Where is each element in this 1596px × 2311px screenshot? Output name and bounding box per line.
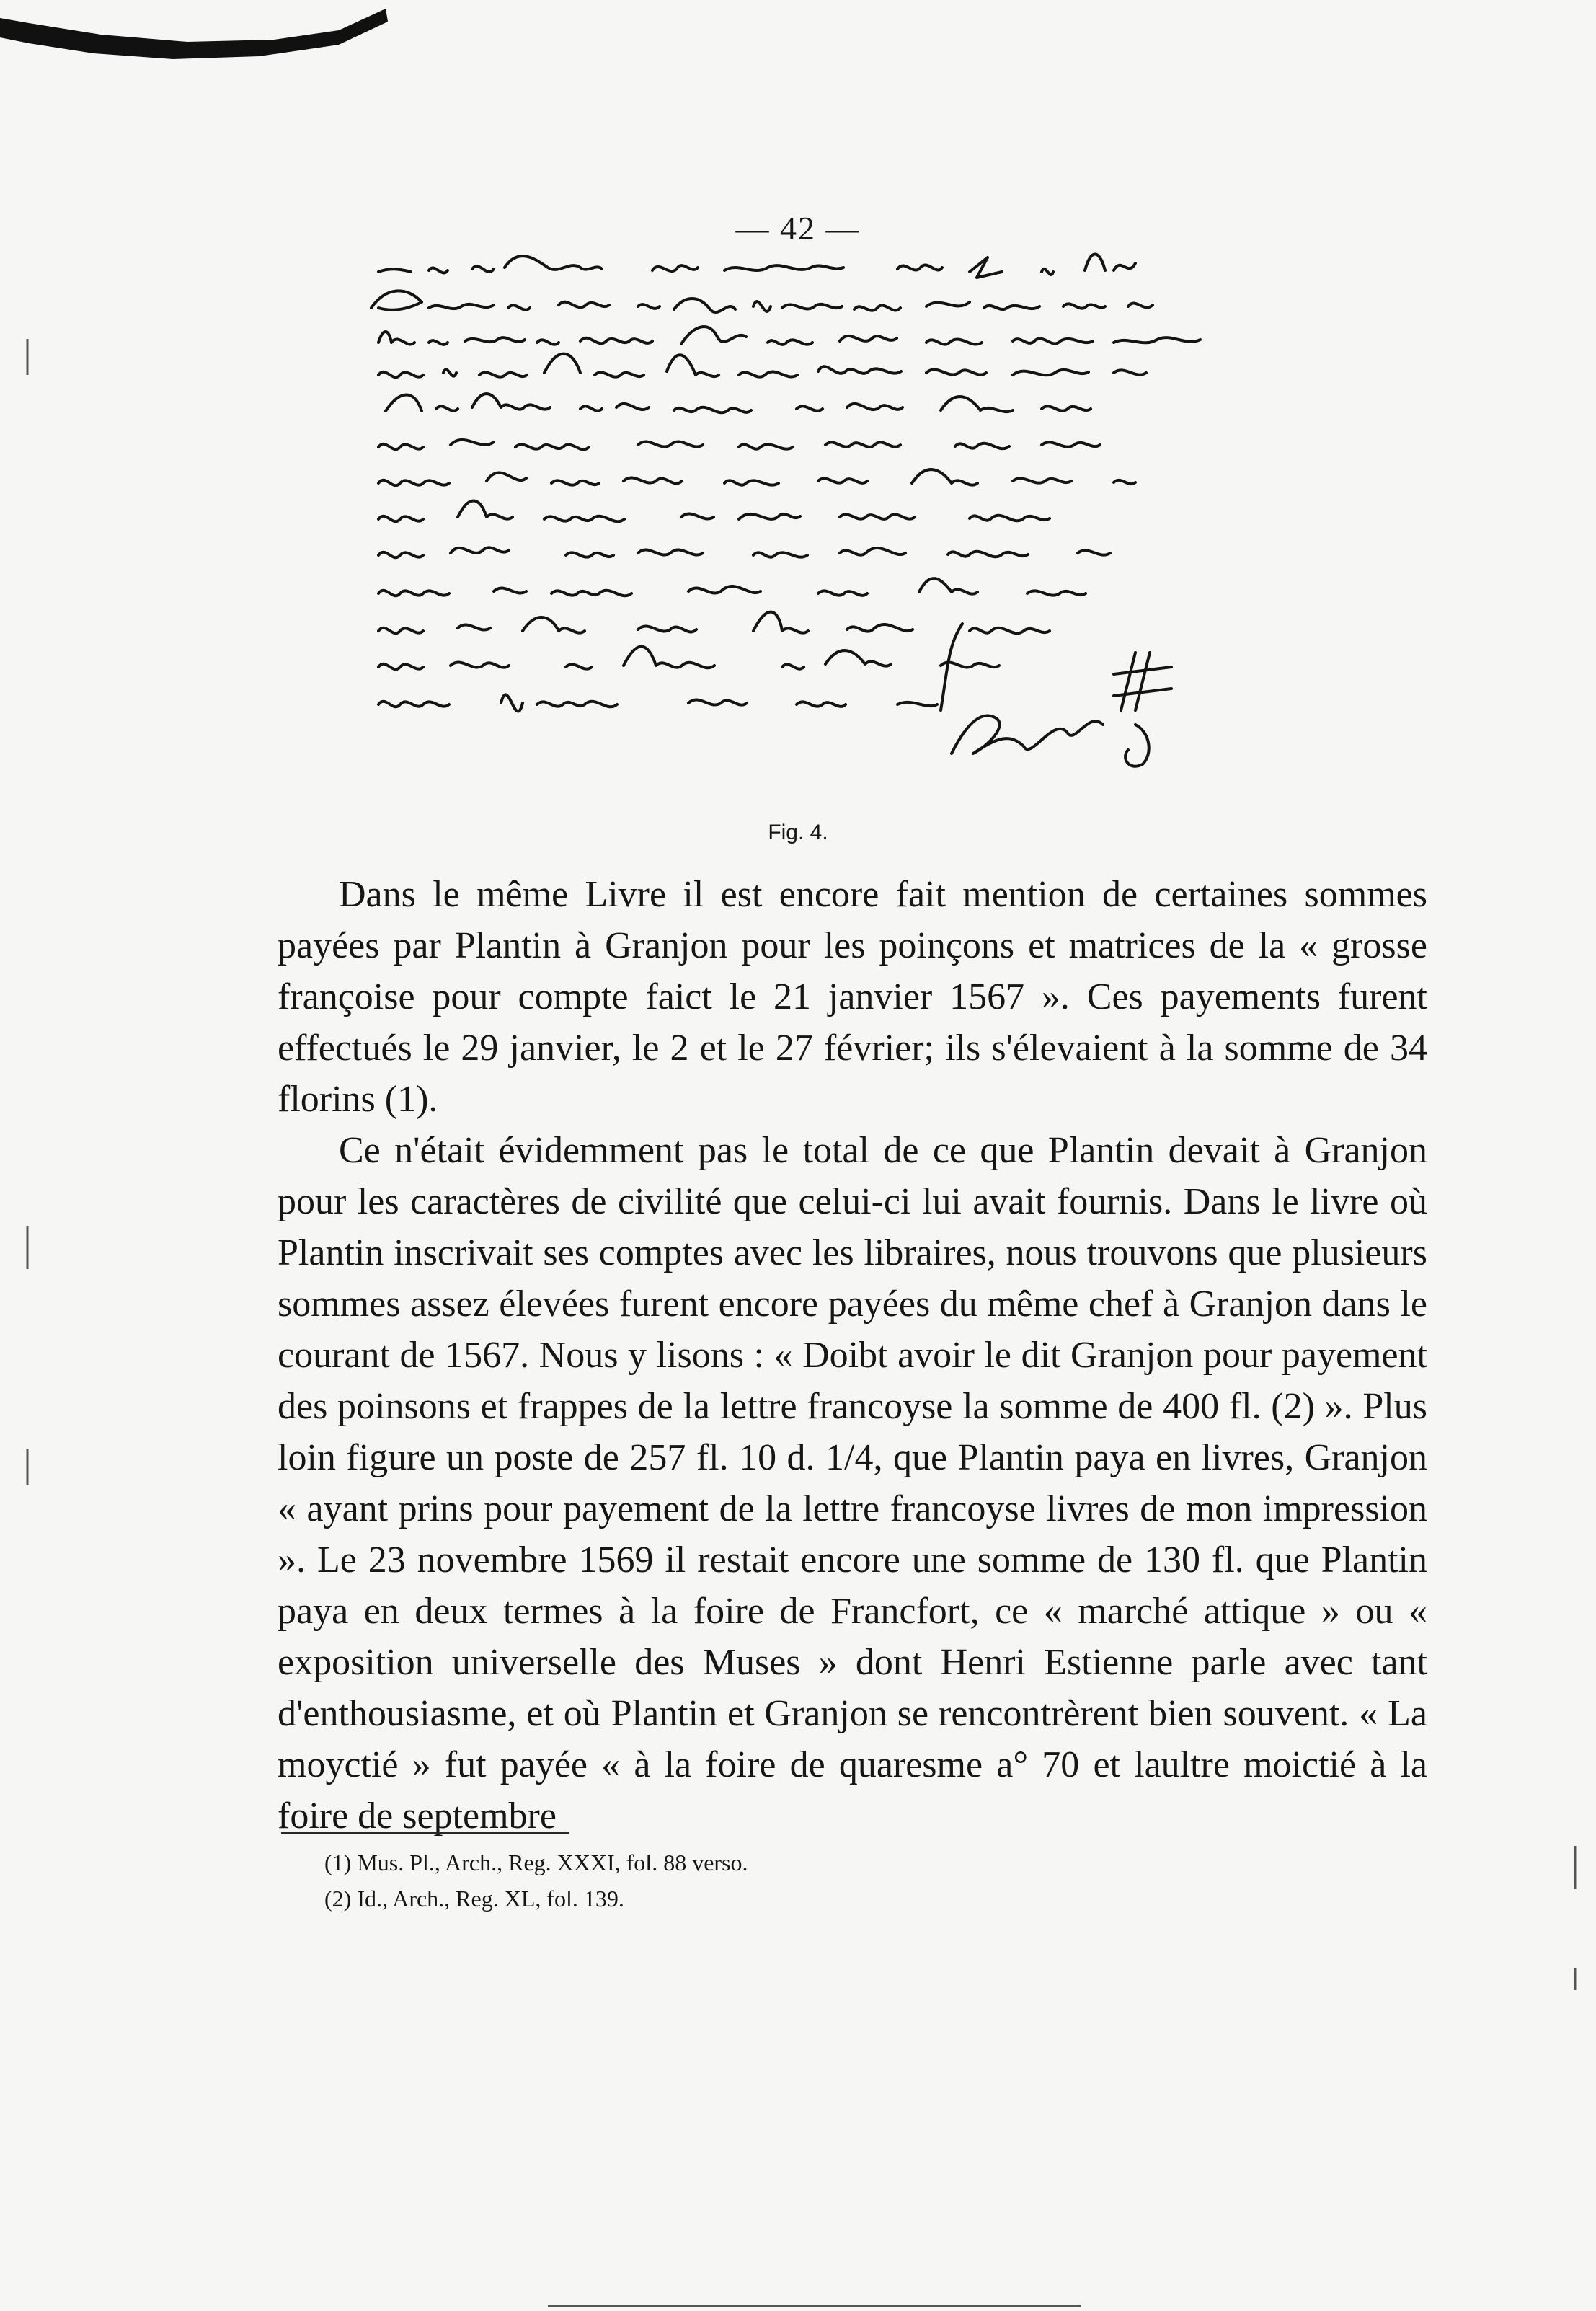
paragraph-2: Ce n'était évidemment pas le total de ce que Plantin devait à Granjon pour les caractères de civilité que celui-ci lui avait fournis. Dans le livre où Plantin inscrivait ses comptes avec les libraires, nous trouvons que plusieurs sommes assez élevées furent encore payées du même chef à Granjon dans le courant de 1567. Nous y lisons : « Doibt avoir le dit Granjon pour payement des poinsons et frappes de la lettre francoyse la somme de 400 fl. (2) ». Plus loin figure un poste de 257 fl. 10 d. 1/4, que Plantin paya en livres, Granjon « ayant prins pour payement de la lettre francoyse livres de mon impression ». Le 23 novembre 1569 il restait encore une somme de 130 fl. que Plantin paya en deux termes à la foire de Francfort, ce « marché attique » ou « exposition universelle des Muses » dont Henri Estienne parle avec tant d'enthousiasme, et où Plantin et Granjon se rencontrèrent bien souvent. « La moyctié » fut payée « à la foire de quaresme a° 70 et laultre moictié à la foire de septembre xyxy=(278,1130,1427,1837)
footnote-rule xyxy=(281,1832,569,1834)
body-text xyxy=(278,869,1427,1842)
footnote-1: (1) Mus. Pl., Arch., Reg. XXXI, fol. 88 verso. xyxy=(324,1850,748,1875)
paragraph-1: Dans le même Livre il est encore fait mention de certaines sommes payées par Plantin à Granjon pour les poinçons et matrices de la « grosse françoise pour compte faict le 21 janvier 1567 ». Ces payements furent effectués le 29 janvier, le 2 et le 27 février; ils s'élevaient à la somme de 34 florins (1). xyxy=(278,874,1427,1120)
footnote-2: (2) Id., Arch., Reg. XL, fol. 139. xyxy=(324,1886,624,1912)
footnotes xyxy=(324,1844,1406,1917)
figure-caption: Fig. 4. xyxy=(768,821,828,844)
scan-shadow-mark xyxy=(0,0,389,69)
manuscript-facsimile xyxy=(350,249,1287,818)
page-number: — 42 — xyxy=(735,210,861,247)
